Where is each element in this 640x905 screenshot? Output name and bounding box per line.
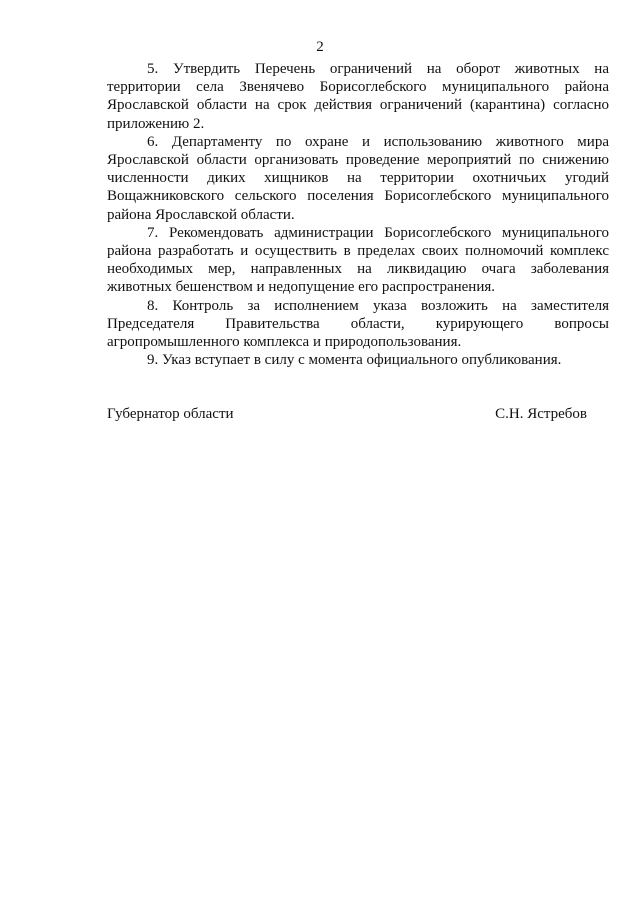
document-body bbox=[107, 60, 609, 369]
page-number: 2 bbox=[316, 39, 324, 55]
paragraph-9: 9. Указ вступает в силу с момента официального опубликования. bbox=[147, 352, 562, 369]
paragraph-5: 5. Утвердить Перечень ограничений на оборот животных на территории села Звенячево Борисоглебского муниципального района Ярославской области на срок действия ограничений (карантина) согласно приложению 2. bbox=[107, 61, 609, 132]
paragraph-8: 8. Контроль за исполнением указа возложить на заместителя Председателя Правительства области, курирующего вопросы агропромышленного комплекса и природопользования. bbox=[107, 297, 609, 351]
signatory-name: С.Н. Ястребов bbox=[495, 406, 587, 422]
signatory-position: Губернатор области bbox=[107, 406, 234, 422]
paragraph-7: 7. Рекомендовать администрации Борисоглебского муниципального района разработать и осуществить в пределах своих полномочий комплекс необходимых мер, направленных на ликвидацию очага заболевания животных бешенством и недопущение его распространения. bbox=[107, 224, 609, 296]
signature-block bbox=[107, 405, 587, 423]
paragraph-6: 6. Департаменту по охране и использованию животного мира Ярославской области организовать проведение мероприятий по снижению численности диких хищников на территории охотничьих угодий Вощажниковского сельского поселения Борисоглебского муниципального района Ярославской области. bbox=[107, 133, 609, 223]
